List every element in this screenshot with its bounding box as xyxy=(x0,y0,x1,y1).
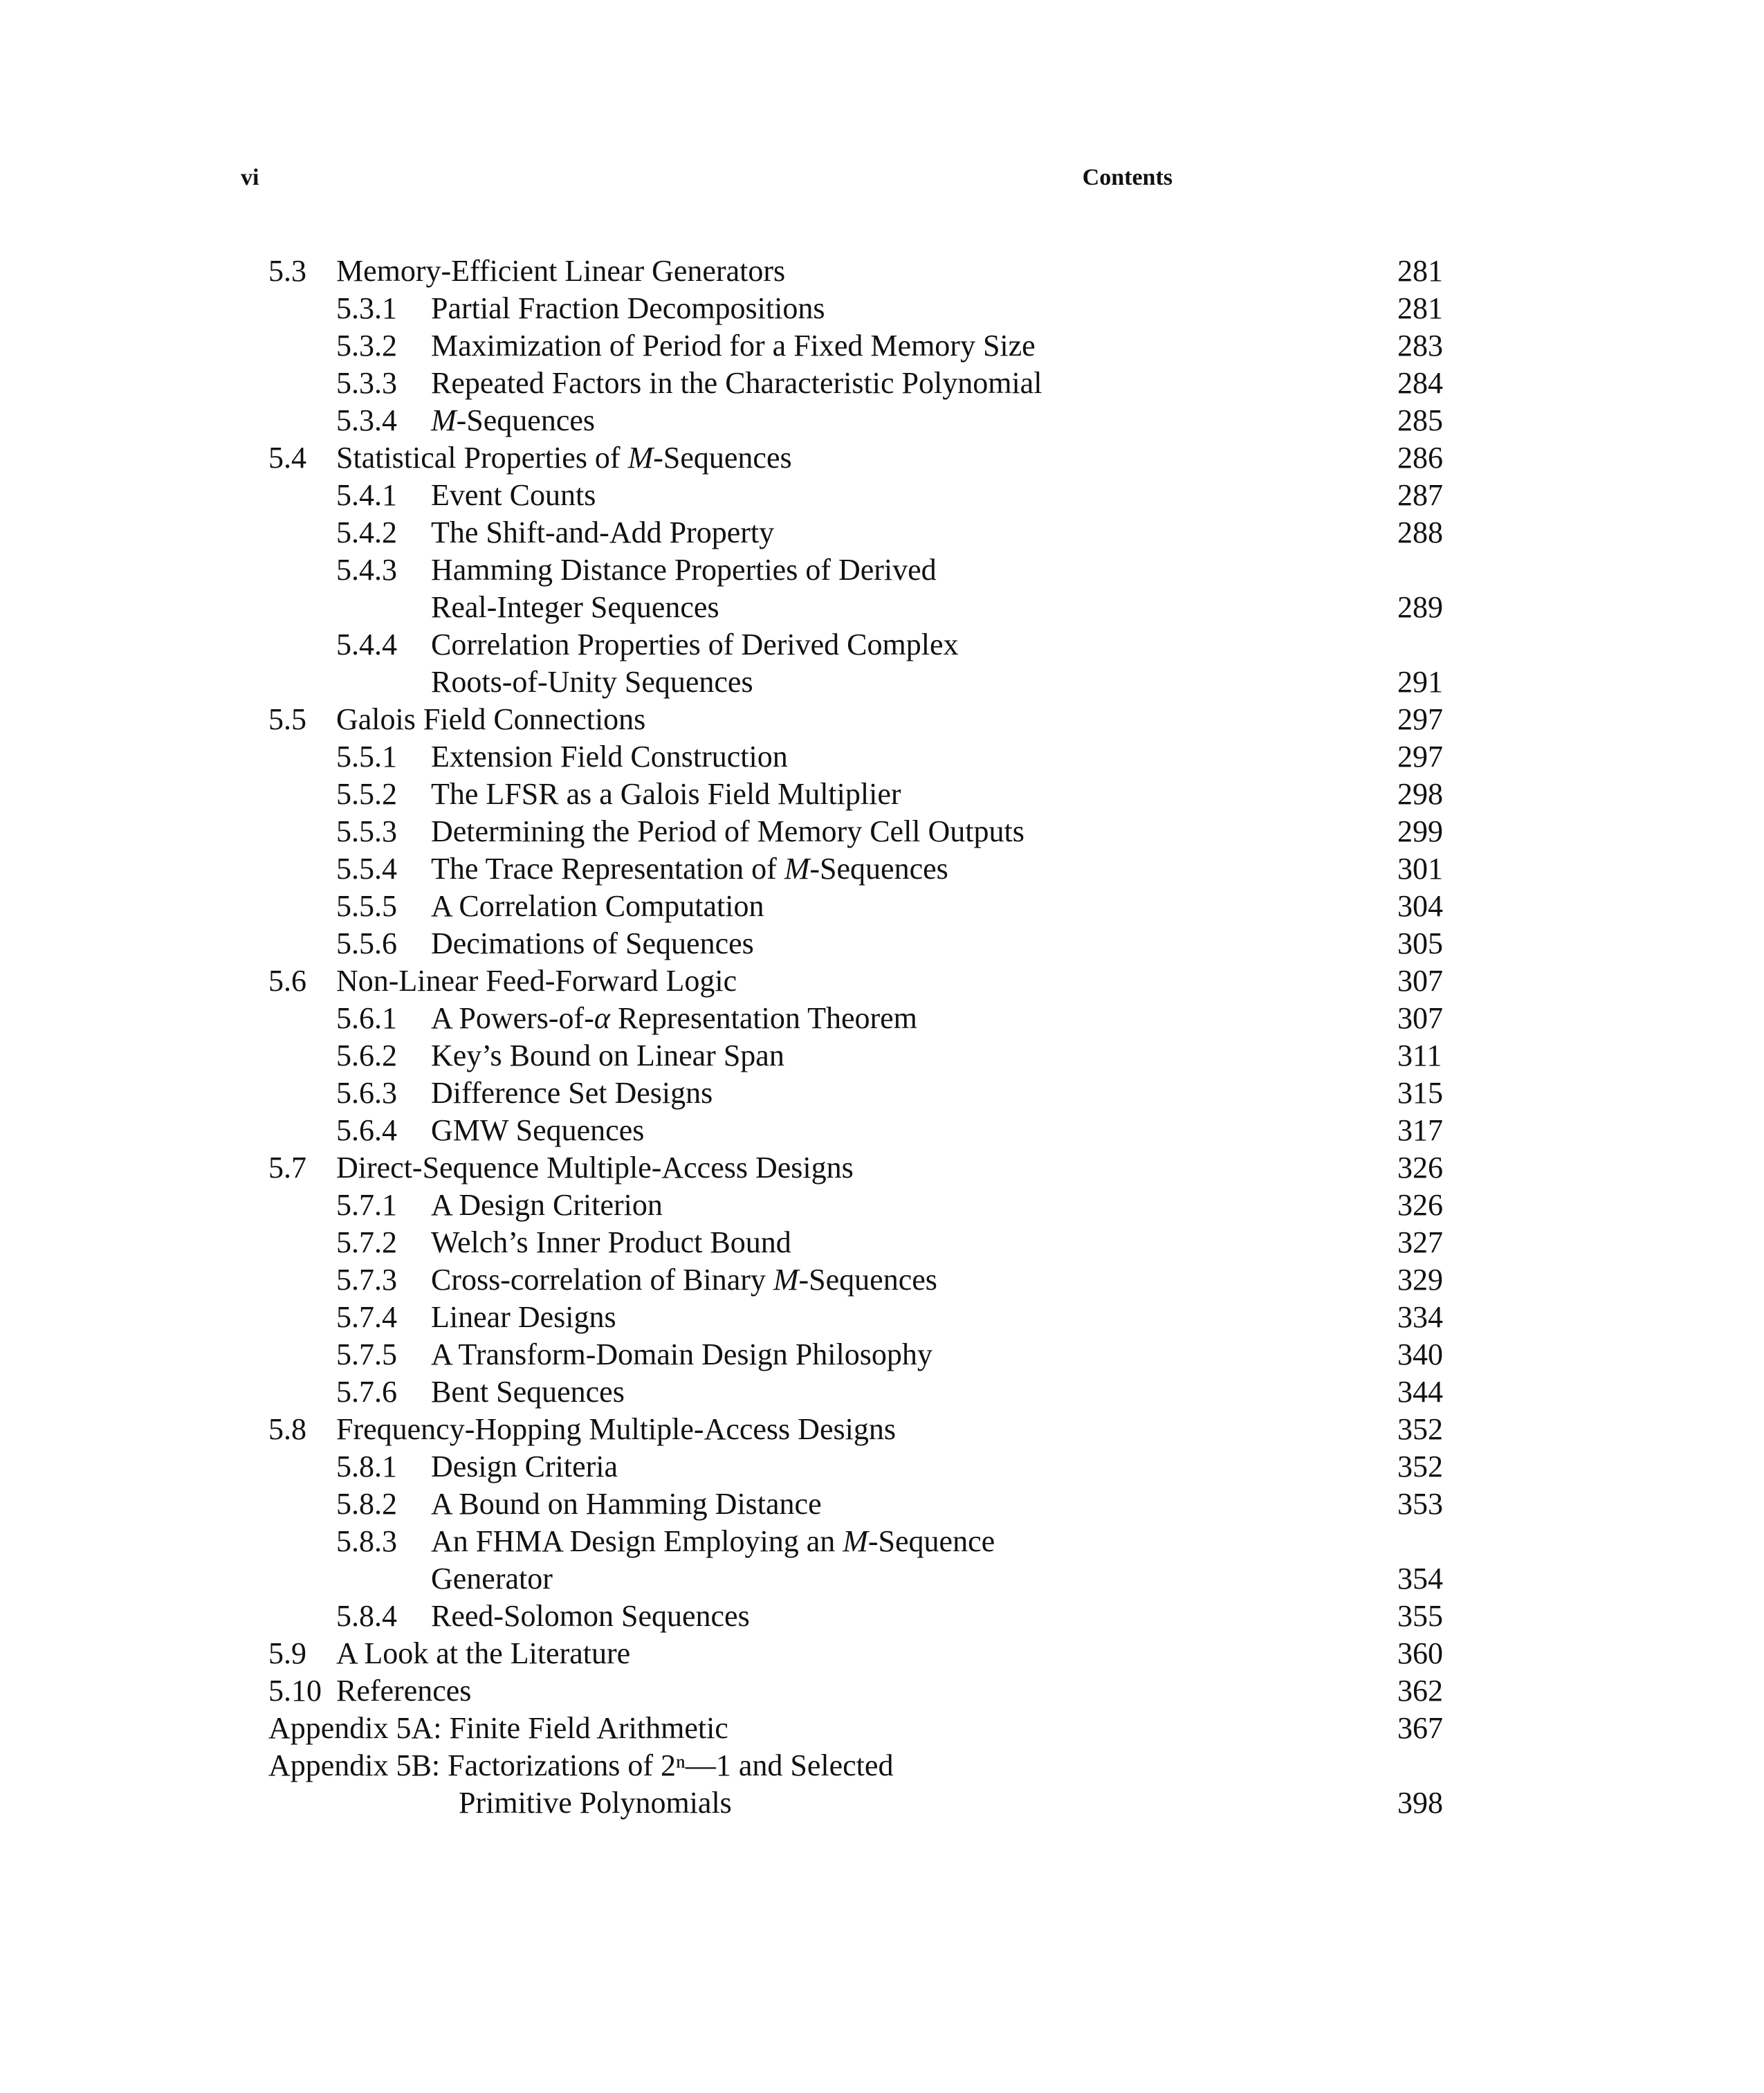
entry-number: 5.8.1 xyxy=(336,1450,397,1483)
entry-title: A Design Criterion xyxy=(431,1188,663,1222)
entry-title: Welch’s Inner Product Bound xyxy=(431,1225,791,1259)
entry-number: 5.3.4 xyxy=(336,403,397,437)
entry-title: Appendix 5B: Factorizations of 2ⁿ—1 and Selected xyxy=(268,1748,894,1782)
entry-number: 5.10 xyxy=(268,1674,322,1708)
entry-number: 5.7.5 xyxy=(336,1337,397,1371)
entry-number: 5.5.3 xyxy=(336,814,397,848)
entry-title: Linear Designs xyxy=(431,1300,616,1334)
entry-page: 284 xyxy=(1397,366,1443,400)
entry-page: 305 xyxy=(1397,926,1443,960)
entry-number: 5.4.4 xyxy=(336,628,397,661)
entry-page: 315 xyxy=(1397,1076,1443,1110)
entry-page: 354 xyxy=(1397,1562,1443,1596)
entry-number: 5.8.2 xyxy=(336,1487,397,1521)
entry-page: 398 xyxy=(1397,1786,1443,1820)
entry-number: 5.5.1 xyxy=(336,740,397,774)
page-number: vi xyxy=(241,165,259,190)
entry-page: 297 xyxy=(1397,740,1443,774)
entry-page: 326 xyxy=(1397,1151,1443,1185)
entry-title: Real-Integer Sequences xyxy=(431,590,719,624)
entry-page: 367 xyxy=(1397,1711,1443,1745)
entry-title: Galois Field Connections xyxy=(336,702,646,736)
entry-number: 5.9 xyxy=(268,1636,306,1670)
entry-number: 5.8.4 xyxy=(336,1599,397,1633)
entry-title: Roots-of-Unity Sequences xyxy=(431,665,753,699)
entry-page: 281 xyxy=(1397,291,1443,325)
entry-number: 5.7.3 xyxy=(336,1263,397,1297)
entry-title: Event Counts xyxy=(431,478,596,512)
entry-title: Key’s Bound on Linear Span xyxy=(431,1039,784,1072)
entry-title: A Transform-Domain Design Philosophy xyxy=(431,1337,932,1371)
entry-title: Memory-Efficient Linear Generators xyxy=(336,254,786,288)
entry-title: The Shift-and-Add Property xyxy=(431,515,775,549)
entry-page: 355 xyxy=(1397,1599,1443,1633)
entry-page: 311 xyxy=(1397,1039,1442,1072)
entry-page: 326 xyxy=(1397,1188,1443,1222)
entry-page: 285 xyxy=(1397,403,1443,437)
entry-page: 352 xyxy=(1397,1450,1443,1483)
entry-title: A Bound on Hamming Distance xyxy=(431,1487,822,1521)
entry-page: 281 xyxy=(1397,254,1443,288)
entry-title: Appendix 5A: Finite Field Arithmetic xyxy=(268,1711,728,1745)
entry-number: 5.7.4 xyxy=(336,1300,397,1334)
entry-title: A Correlation Computation xyxy=(431,889,764,923)
entry-title: Extension Field Construction xyxy=(431,740,788,774)
entry-page: 288 xyxy=(1397,515,1443,549)
entry-page: 317 xyxy=(1397,1113,1443,1147)
entry-title: Non-Linear Feed-Forward Logic xyxy=(336,964,737,998)
entry-page: 353 xyxy=(1397,1487,1443,1521)
entry-title: Cross-correlation of Binary M-Sequences xyxy=(431,1263,937,1297)
entry-title: Correlation Properties of Derived Complex xyxy=(431,628,959,661)
entry-title: Statistical Properties of M-Sequences xyxy=(336,441,792,475)
entry-page: 344 xyxy=(1397,1375,1443,1409)
entry-title: Frequency-Hopping Multiple-Access Designs xyxy=(336,1412,896,1446)
entry-number: 5.3 xyxy=(268,254,306,288)
entry-page: 362 xyxy=(1397,1674,1443,1708)
entry-page: 307 xyxy=(1397,964,1443,998)
entry-number: 5.6.1 xyxy=(336,1001,397,1035)
entry-number: 5.6 xyxy=(268,964,306,998)
entry-title: M-Sequences xyxy=(431,403,596,437)
entry-title: Direct-Sequence Multiple-Access Designs xyxy=(336,1151,854,1185)
entry-page: 360 xyxy=(1397,1636,1443,1670)
entry-page: 301 xyxy=(1397,852,1443,886)
entry-number: 5.7.1 xyxy=(336,1188,397,1222)
entry-page: 307 xyxy=(1397,1001,1443,1035)
entry-page: 286 xyxy=(1397,441,1443,475)
entry-number: 5.4 xyxy=(268,441,306,475)
entry-number: 5.6.2 xyxy=(336,1039,397,1072)
entry-number: 5.4.1 xyxy=(336,478,397,512)
entry-page: 352 xyxy=(1397,1412,1443,1446)
entry-title: Decimations of Sequences xyxy=(431,926,754,960)
entry-number: 5.5 xyxy=(268,702,306,736)
entry-page: 298 xyxy=(1397,777,1443,811)
entry-title: GMW Sequences xyxy=(431,1113,645,1147)
entry-number: 5.5.2 xyxy=(336,777,397,811)
entry-page: 340 xyxy=(1397,1337,1443,1371)
entry-page: 299 xyxy=(1397,814,1443,848)
entry-title: Difference Set Designs xyxy=(431,1076,713,1110)
entry-title: The LFSR as a Galois Field Multiplier xyxy=(431,777,901,811)
entry-title: A Look at the Literature xyxy=(336,1636,631,1670)
entry-number: 5.4.2 xyxy=(336,515,397,549)
entry-page: 297 xyxy=(1397,702,1443,736)
entry-number: 5.5.6 xyxy=(336,926,397,960)
entry-title: Primitive Polynomials xyxy=(459,1786,732,1820)
entry-page: 327 xyxy=(1397,1225,1443,1259)
entry-title: Maximization of Period for a Fixed Memory Size xyxy=(431,329,1036,363)
entry-title: An FHMA Design Employing an M-Sequence xyxy=(431,1524,995,1558)
entry-number: 5.3.2 xyxy=(336,329,397,363)
entry-title: Repeated Factors in the Characteristic Polynomial xyxy=(431,366,1042,400)
entry-page: 291 xyxy=(1397,665,1443,699)
entry-title: Determining the Period of Memory Cell Outputs xyxy=(431,814,1025,848)
entry-title: The Trace Representation of M-Sequences xyxy=(431,852,948,886)
entry-number: 5.3.3 xyxy=(336,366,397,400)
entry-title: Generator xyxy=(431,1562,553,1596)
entry-page: 289 xyxy=(1397,590,1443,624)
entry-number: 5.7 xyxy=(268,1151,306,1185)
entry-number: 5.7.6 xyxy=(336,1375,397,1409)
entry-title: Reed-Solomon Sequences xyxy=(431,1599,750,1633)
entry-number: 5.4.3 xyxy=(336,553,397,587)
entry-number: 5.6.4 xyxy=(336,1113,397,1147)
entry-page: 283 xyxy=(1397,329,1443,363)
entry-title: Partial Fraction Decompositions xyxy=(431,291,825,325)
entry-number: 5.3.1 xyxy=(336,291,397,325)
entry-title: Bent Sequences xyxy=(431,1375,625,1409)
entry-number: 5.5.5 xyxy=(336,889,397,923)
entry-number: 5.8 xyxy=(268,1412,306,1446)
entry-page: 304 xyxy=(1397,889,1443,923)
entry-number: 5.8.3 xyxy=(336,1524,397,1558)
entry-title: Design Criteria xyxy=(431,1450,618,1483)
running-title: Contents xyxy=(1082,165,1173,190)
entry-page: 287 xyxy=(1397,478,1443,512)
entry-page: 334 xyxy=(1397,1300,1443,1334)
entry-title: Hamming Distance Properties of Derived xyxy=(431,553,937,587)
entry-number: 5.6.3 xyxy=(336,1076,397,1110)
entry-title: A Powers-of-α Representation Theorem xyxy=(431,1001,917,1035)
entry-page: 329 xyxy=(1397,1263,1443,1297)
entry-title: References xyxy=(336,1674,472,1708)
entry-number: 5.5.4 xyxy=(336,852,397,886)
entry-number: 5.7.2 xyxy=(336,1225,397,1259)
